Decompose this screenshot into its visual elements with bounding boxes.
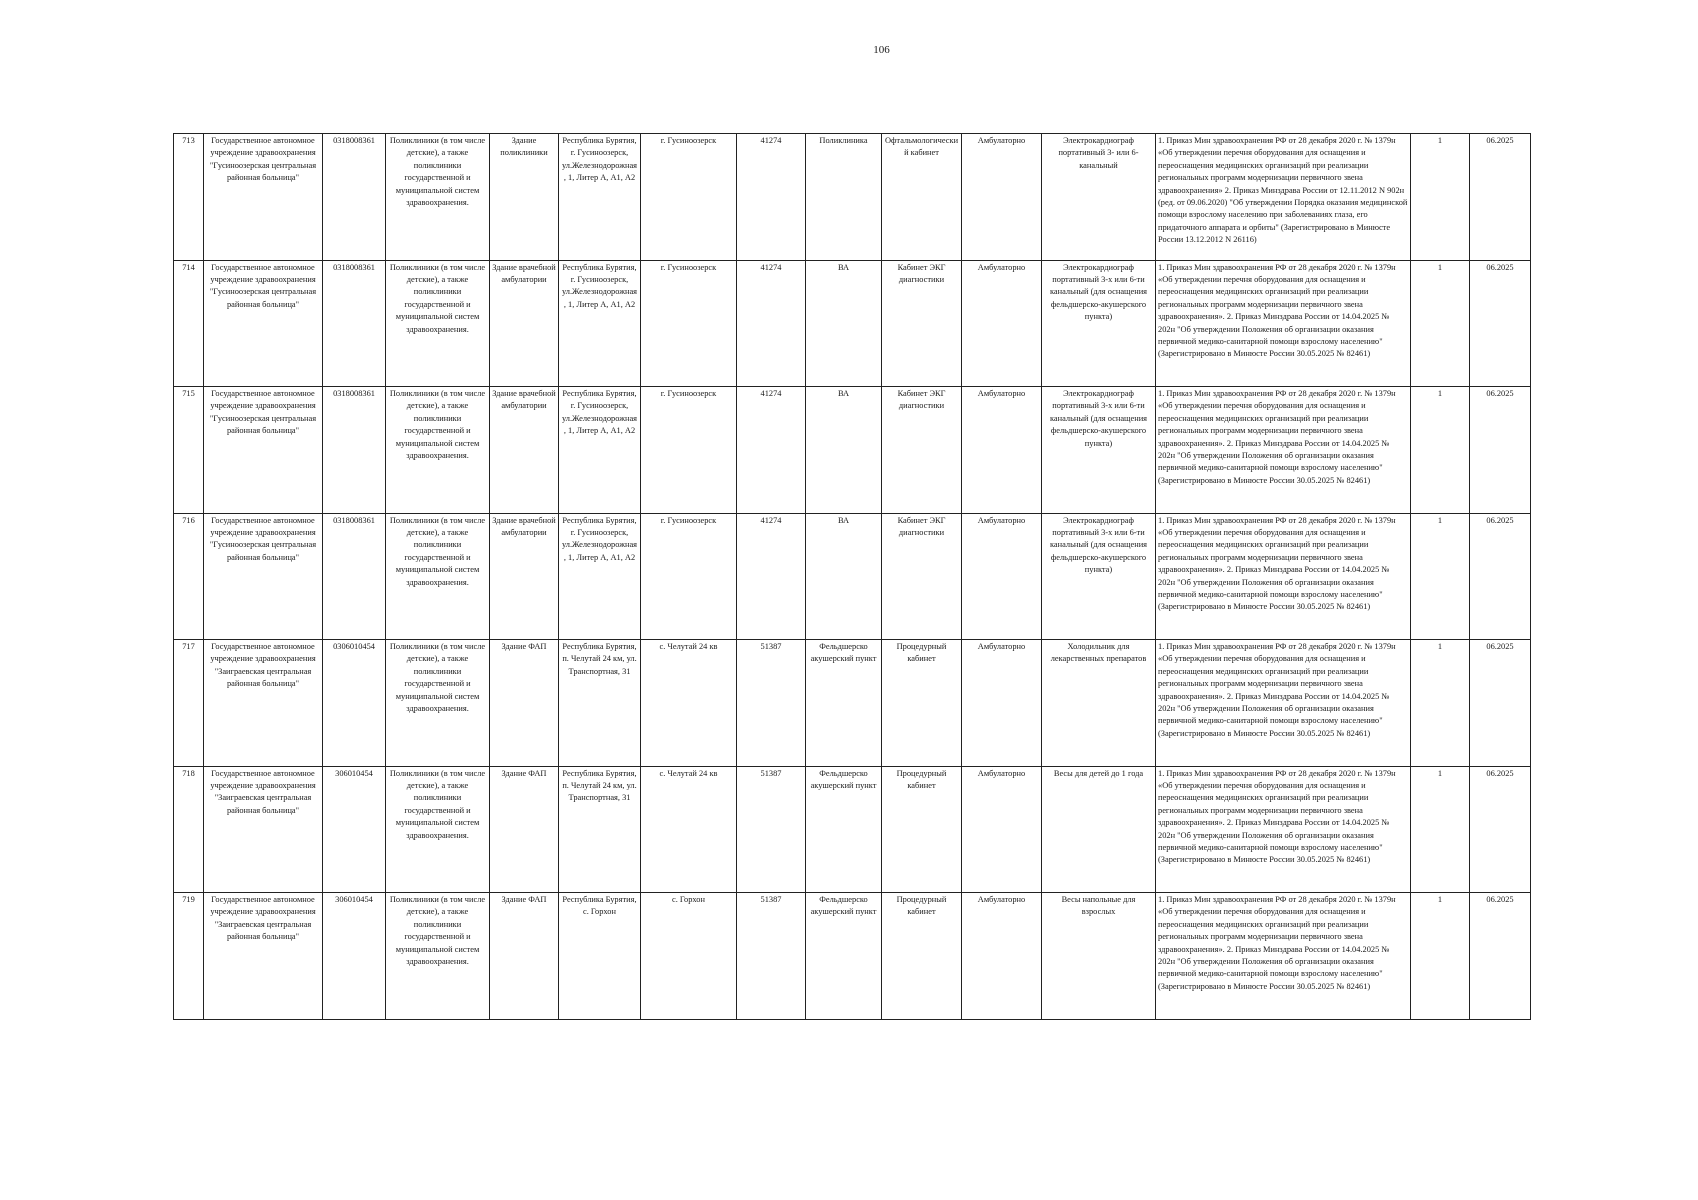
- profile-cell: Поликлиники (в том числе детские), а также поликлиники государственной и муниципальной систем здравоохранения.: [386, 134, 490, 261]
- quantity-cell: 1: [1411, 260, 1470, 387]
- equipment-cell: Электрокардиограф портативный 3-х или 6-ти канальный (для оснащения фельдшерско-акушерского пункта): [1042, 513, 1156, 640]
- room-cell: Кабинет ЭКГ диагностики: [882, 513, 962, 640]
- room-cell: Кабинет ЭКГ диагностики: [882, 260, 962, 387]
- unit-cell: Фельдшерско акушерский пункт: [806, 893, 882, 1020]
- quantity-cell: 1: [1411, 766, 1470, 893]
- legal-basis-cell: 1. Приказ Мин здравоохранения РФ от 28 декабря 2020 г. № 1379н «Об утверждении перечня оборудования для оснащения и переоснащения медицинских организаций при реализации региональных программ модернизации первичного звена здравоохранения». 2. Приказ Минздрава России от 14.04.2025 № 202н "Об утверждении Положения об организации оказания первичной медико-санитарной помощи взрослому населению" (Зарегистрировано в Минюсте России 30.05.2025 № 82461): [1156, 766, 1411, 893]
- building-cell: Здание врачебной амбулатории: [490, 260, 559, 387]
- address-cell: Республика Бурятия, г. Гусиноозерск, ул.Железнодорожная, 1, Литер А, А1, А2: [559, 513, 641, 640]
- organization-cell: Государственное автономное учреждение здравоохранения "Заиграевская центральная районная больница": [204, 893, 323, 1020]
- row-number: 715: [174, 387, 204, 514]
- profile-cell: Поликлиники (в том числе детские), а также поликлиники государственной и муниципальной систем здравоохранения.: [386, 513, 490, 640]
- organization-cell: Государственное автономное учреждение здравоохранения "Гусиноозерская центральная районная больница": [204, 134, 323, 261]
- equipment-cell: Электрокардиограф портативный 3-х или 6-ти канальный (для оснащения фельдшерско-акушерского пункта): [1042, 260, 1156, 387]
- care-type-cell: Амбулаторно: [962, 134, 1042, 261]
- address-cell: Республика Бурятия, г. Гусиноозерск, ул.Железнодорожная, 1, Литер А, А1, А2: [559, 134, 641, 261]
- settlement-cell: с. Горхон: [641, 893, 737, 1020]
- settlement-cell: г. Гусиноозерск: [641, 134, 737, 261]
- equipment-cell: Весы напольные для взрослых: [1042, 893, 1156, 1020]
- row-number: 714: [174, 260, 204, 387]
- zip-cell: 51387: [737, 640, 806, 767]
- row-number: 716: [174, 513, 204, 640]
- equipment-table: [173, 133, 1531, 1020]
- address-cell: Республика Бурятия, г. Гусиноозерск, ул.Железнодорожная, 1, Литер А, А1, А2: [559, 260, 641, 387]
- building-cell: Здание врачебной амбулатории: [490, 513, 559, 640]
- row-number: 713: [174, 134, 204, 261]
- unit-cell: Фельдшерско акушерский пункт: [806, 766, 882, 893]
- date-cell: 06.2025: [1470, 893, 1531, 1020]
- settlement-cell: г. Гусиноозерск: [641, 387, 737, 514]
- equipment-cell: Электрокардиограф портативный 3-х или 6-ти канальный (для оснащения фельдшерско-акушерского пункта): [1042, 387, 1156, 514]
- care-type-cell: Амбулаторно: [962, 513, 1042, 640]
- building-cell: Здание ФАП: [490, 766, 559, 893]
- settlement-cell: г. Гусиноозерск: [641, 260, 737, 387]
- organization-cell: Государственное автономное учреждение здравоохранения "Гусиноозерская центральная районная больница": [204, 260, 323, 387]
- profile-cell: Поликлиники (в том числе детские), а также поликлиники государственной и муниципальной систем здравоохранения.: [386, 893, 490, 1020]
- date-cell: 06.2025: [1470, 640, 1531, 767]
- table-row: [174, 387, 1531, 514]
- settlement-cell: с. Челутай 24 кв: [641, 640, 737, 767]
- code-cell: 306010454: [323, 766, 386, 893]
- equipment-cell: Холодильник для лекарственных препаратов: [1042, 640, 1156, 767]
- organization-cell: Государственное автономное учреждение здравоохранения "Заиграевская центральная районная больница": [204, 640, 323, 767]
- profile-cell: Поликлиники (в том числе детские), а также поликлиники государственной и муниципальной систем здравоохранения.: [386, 766, 490, 893]
- table-row: [174, 513, 1531, 640]
- date-cell: 06.2025: [1470, 766, 1531, 893]
- legal-basis-cell: 1. Приказ Мин здравоохранения РФ от 28 декабря 2020 г. № 1379н «Об утверждении перечня оборудования для оснащения и переоснащения медицинских организаций при реализации региональных программ модернизации первичного звена здравоохранения». 2. Приказ Минздрава России от 14.04.2025 № 202н "Об утверждении Положения об организации оказания первичной медико-санитарной помощи взрослому населению" (Зарегистрировано в Минюсте России 30.05.2025 № 82461): [1156, 893, 1411, 1020]
- building-cell: Здание поликлиники: [490, 134, 559, 261]
- profile-cell: Поликлиники (в том числе детские), а также поликлиники государственной и муниципальной систем здравоохранения.: [386, 260, 490, 387]
- equipment-cell: Весы для детей до 1 года: [1042, 766, 1156, 893]
- code-cell: 306010454: [323, 893, 386, 1020]
- room-cell: Кабинет ЭКГ диагностики: [882, 387, 962, 514]
- settlement-cell: с. Челутай 24 кв: [641, 766, 737, 893]
- legal-basis-cell: 1. Приказ Мин здравоохранения РФ от 28 декабря 2020 г. № 1379н «Об утверждении перечня оборудования для оснащения и переоснащения медицинских организаций при реализации региональных программ модернизации первичного звена здравоохранения». 2. Приказ Минздрава России от 14.04.2025 № 202н "Об утверждении Положения об организации оказания первичной медико-санитарной помощи взрослому населению" (Зарегистрировано в Минюсте России 30.05.2025 № 82461): [1156, 260, 1411, 387]
- address-cell: Республика Бурятия, п. Челутай 24 км, ул. Транспортная, 31: [559, 766, 641, 893]
- profile-cell: Поликлиники (в том числе детские), а также поликлиники государственной и муниципальной систем здравоохранения.: [386, 387, 490, 514]
- table-row: [174, 893, 1531, 1020]
- care-type-cell: Амбулаторно: [962, 893, 1042, 1020]
- quantity-cell: 1: [1411, 513, 1470, 640]
- code-cell: 0306010454: [323, 640, 386, 767]
- code-cell: 0318008361: [323, 260, 386, 387]
- zip-cell: 51387: [737, 893, 806, 1020]
- date-cell: 06.2025: [1470, 387, 1531, 514]
- settlement-cell: г. Гусиноозерск: [641, 513, 737, 640]
- quantity-cell: 1: [1411, 387, 1470, 514]
- quantity-cell: 1: [1411, 134, 1470, 261]
- zip-cell: 41274: [737, 134, 806, 261]
- page-number: 106: [873, 44, 890, 56]
- care-type-cell: Амбулаторно: [962, 260, 1042, 387]
- zip-cell: 41274: [737, 387, 806, 514]
- building-cell: Здание ФАП: [490, 640, 559, 767]
- building-cell: Здание врачебной амбулатории: [490, 387, 559, 514]
- room-cell: Офтальмологический кабинет: [882, 134, 962, 261]
- date-cell: 06.2025: [1470, 134, 1531, 261]
- code-cell: 0318008361: [323, 513, 386, 640]
- table-row: [174, 134, 1531, 261]
- organization-cell: Государственное автономное учреждение здравоохранения "Гусиноозерская центральная районная больница": [204, 387, 323, 514]
- code-cell: 0318008361: [323, 134, 386, 261]
- row-number: 718: [174, 766, 204, 893]
- legal-basis-cell: 1. Приказ Мин здравоохранения РФ от 28 декабря 2020 г. № 1379н «Об утверждении перечня оборудования для оснащения и переоснащения медицинских организаций при реализации региональных программ модернизации первичного звена здравоохранения». 2. Приказ Минздрава России от 14.04.2025 № 202н "Об утверждении Положения об организации оказания первичной медико-санитарной помощи взрослому населению" (Зарегистрировано в Минюсте России 30.05.2025 № 82461): [1156, 387, 1411, 514]
- address-cell: Республика Бурятия, г. Гусиноозерск, ул.Железнодорожная, 1, Литер А, А1, А2: [559, 387, 641, 514]
- unit-cell: Поликлиника: [806, 134, 882, 261]
- organization-cell: Государственное автономное учреждение здравоохранения "Заиграевская центральная районная больница": [204, 766, 323, 893]
- building-cell: Здание ФАП: [490, 893, 559, 1020]
- address-cell: Республика Бурятия, п. Челутай 24 км, ул. Транспортная, 31: [559, 640, 641, 767]
- table-row: [174, 766, 1531, 893]
- unit-cell: ВА: [806, 513, 882, 640]
- care-type-cell: Амбулаторно: [962, 387, 1042, 514]
- organization-cell: Государственное автономное учреждение здравоохранения "Гусиноозерская центральная районная больница": [204, 513, 323, 640]
- unit-cell: Фельдшерско акушерский пункт: [806, 640, 882, 767]
- care-type-cell: Амбулаторно: [962, 640, 1042, 767]
- quantity-cell: 1: [1411, 640, 1470, 767]
- legal-basis-cell: 1. Приказ Мин здравоохранения РФ от 28 декабря 2020 г. № 1379н «Об утверждении перечня оборудования для оснащения и переоснащения медицинских организаций при реализации региональных программ модернизации первичного звена здравоохранения». 2. Приказ Минздрава России от 14.04.2025 № 202н "Об утверждении Положения об организации оказания первичной медико-санитарной помощи взрослому населению" (Зарегистрировано в Минюсте России 30.05.2025 № 82461): [1156, 640, 1411, 767]
- date-cell: 06.2025: [1470, 260, 1531, 387]
- code-cell: 0318008361: [323, 387, 386, 514]
- date-cell: 06.2025: [1470, 513, 1531, 640]
- zip-cell: 41274: [737, 513, 806, 640]
- room-cell: Процедурный кабинет: [882, 893, 962, 1020]
- unit-cell: ВА: [806, 260, 882, 387]
- table-row: [174, 640, 1531, 767]
- care-type-cell: Амбулаторно: [962, 766, 1042, 893]
- quantity-cell: 1: [1411, 893, 1470, 1020]
- table-row: [174, 260, 1531, 387]
- legal-basis-cell: 1. Приказ Мин здравоохранения РФ от 28 декабря 2020 г. № 1379н «Об утверждении перечня оборудования для оснащения и переоснащения медицинских организаций при реализации региональных программ модернизации первичного звена здравоохранения». 2. Приказ Минздрава России от 14.04.2025 № 202н "Об утверждении Положения об организации оказания первичной медико-санитарной помощи взрослому населению" (Зарегистрировано в Минюсте России 30.05.2025 № 82461): [1156, 513, 1411, 640]
- room-cell: Процедурный кабинет: [882, 766, 962, 893]
- equipment-cell: Электрокардиограф портативный 3- или 6-канальный: [1042, 134, 1156, 261]
- unit-cell: ВА: [806, 387, 882, 514]
- row-number: 719: [174, 893, 204, 1020]
- room-cell: Процедурный кабинет: [882, 640, 962, 767]
- zip-cell: 51387: [737, 766, 806, 893]
- legal-basis-cell: 1. Приказ Мин здравоохранения РФ от 28 декабря 2020 г. № 1379н «Об утверждении перечня оборудования для оснащения и переоснащения медицинских организаций при реализации региональных программ модернизации первичного звена здравоохранения» 2. Приказ Минздрава России от 12.11.2012 N 902н (ред. от 09.06.2020) "Об утверждении Порядка оказания медицинской помощи взрослому населению при заболеваниях глаза, его придаточного аппарата и орбиты" (Зарегистрировано в Минюсте России 13.12.2012 N 26116): [1156, 134, 1411, 261]
- zip-cell: 41274: [737, 260, 806, 387]
- profile-cell: Поликлиники (в том числе детские), а также поликлиники государственной и муниципальной систем здравоохранения.: [386, 640, 490, 767]
- address-cell: Республика Бурятия, с. Горхон: [559, 893, 641, 1020]
- row-number: 717: [174, 640, 204, 767]
